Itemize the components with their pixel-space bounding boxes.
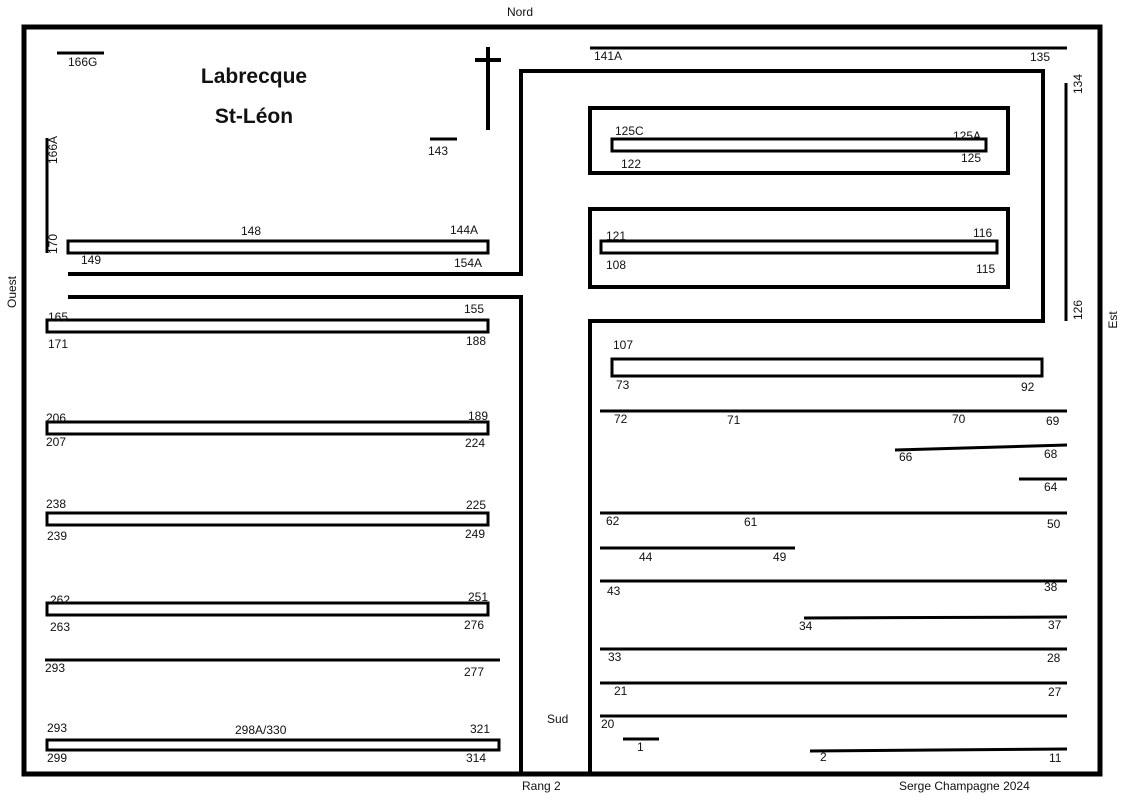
lot-label: 125A (953, 129, 982, 143)
lot-label: 71 (727, 413, 741, 427)
row-165 (47, 320, 488, 332)
lot-label: 293 (47, 721, 68, 735)
lot-label: 27 (1048, 685, 1062, 699)
lot-label: 68 (1044, 447, 1058, 461)
lot-label: 134 (1071, 73, 1085, 94)
lot-label: 166G (68, 55, 98, 69)
row-2-11 (810, 749, 1067, 751)
lot-label: 20 (601, 717, 615, 731)
label-credit: Serge Champagne 2024 (899, 779, 1030, 793)
lot-label: 207 (46, 435, 67, 449)
lot-label: 108 (606, 258, 627, 272)
lot-label: 64 (1044, 480, 1058, 494)
lot-label: 277 (464, 665, 485, 679)
lot-label: 125C (615, 124, 644, 138)
row-148 (68, 241, 488, 253)
label-west: Ouest (5, 275, 19, 309)
lot-label: 49 (773, 550, 787, 564)
lot-label: 1 (637, 740, 644, 754)
lot-label: 262 (50, 593, 71, 607)
lot-label: 298A/330 (235, 723, 287, 737)
cross-icon (475, 47, 501, 130)
lot-label: 61 (744, 515, 758, 529)
lot-label: 148 (241, 224, 262, 238)
row-107 (612, 359, 1042, 376)
row-34-37 (804, 617, 1067, 618)
lot-label: 171 (48, 337, 69, 351)
lot-label: 154A (454, 256, 483, 270)
lot-label: 38 (1044, 580, 1058, 594)
label-south: Sud (547, 712, 569, 726)
lot-label: 11 (1049, 751, 1062, 765)
row-262 (47, 603, 488, 615)
title-line2: St-Léon (214, 105, 294, 128)
lot-label: 66 (899, 450, 913, 464)
lot-label: 238 (46, 497, 67, 511)
lot-label: 293 (45, 661, 66, 675)
lot-label: 62 (606, 514, 620, 528)
lot-label: 249 (465, 527, 486, 541)
row-125C (612, 139, 986, 151)
lot-label: 122 (621, 157, 642, 171)
lot-label: 143 (428, 144, 449, 158)
lot-label: 189 (468, 409, 489, 423)
lot-label: 72 (614, 412, 628, 426)
lot-label: 165 (48, 310, 69, 324)
lot-label: 166A (46, 135, 60, 164)
lot-label: 239 (47, 529, 68, 543)
lot-label: 33 (608, 650, 622, 664)
lot-label: 34 (799, 619, 813, 633)
lot-label: 126 (1071, 299, 1085, 320)
lot-label: 224 (465, 436, 486, 450)
lot-label: 276 (464, 618, 485, 632)
lot-label: 149 (81, 253, 102, 267)
lot-label: 37 (1048, 618, 1062, 632)
row-238 (47, 513, 488, 525)
label-road: Rang 2 (522, 779, 561, 793)
title-line1: Labrecque (200, 65, 308, 88)
lot-label: 28 (1047, 651, 1061, 665)
lot-label: 170 (46, 233, 60, 254)
lot-label: 43 (607, 584, 621, 598)
lot-label: 263 (50, 620, 71, 634)
lot-label: 155 (464, 302, 485, 316)
lot-label: 2 (820, 750, 827, 764)
lot-label: 69 (1046, 414, 1060, 428)
lot-label: 107 (613, 338, 634, 352)
label-east: Est (1106, 311, 1120, 329)
lot-label: 135 (1030, 50, 1051, 64)
lot-label: 188 (466, 334, 487, 348)
lot-label: 73 (616, 378, 630, 392)
lot-label: 314 (466, 751, 487, 765)
row-298A (47, 740, 499, 750)
row-206 (47, 422, 488, 434)
row-121 (601, 241, 997, 253)
lot-label: 141A (594, 49, 623, 63)
row-66-68 (895, 445, 1067, 450)
lot-label: 321 (470, 722, 491, 736)
lot-label: 21 (614, 684, 628, 698)
lot-label: 206 (46, 411, 67, 425)
lot-label: 121 (606, 229, 627, 243)
block-108-115 (590, 209, 1008, 287)
label-north: Nord (506, 5, 534, 19)
lot-label: 115 (976, 262, 996, 276)
lot-label: 116 (973, 226, 993, 240)
lot-label: 125 (961, 151, 982, 165)
lot-label: 44 (639, 550, 653, 564)
lot-label: 299 (47, 751, 68, 765)
lot-label: 251 (468, 590, 489, 604)
lot-label: 92 (1021, 380, 1035, 394)
lot-label: 50 (1047, 517, 1061, 531)
lot-label: 225 (466, 498, 487, 512)
lot-label: 144A (450, 223, 479, 237)
path-left-lower (68, 297, 521, 774)
lot-label: 70 (952, 412, 966, 426)
